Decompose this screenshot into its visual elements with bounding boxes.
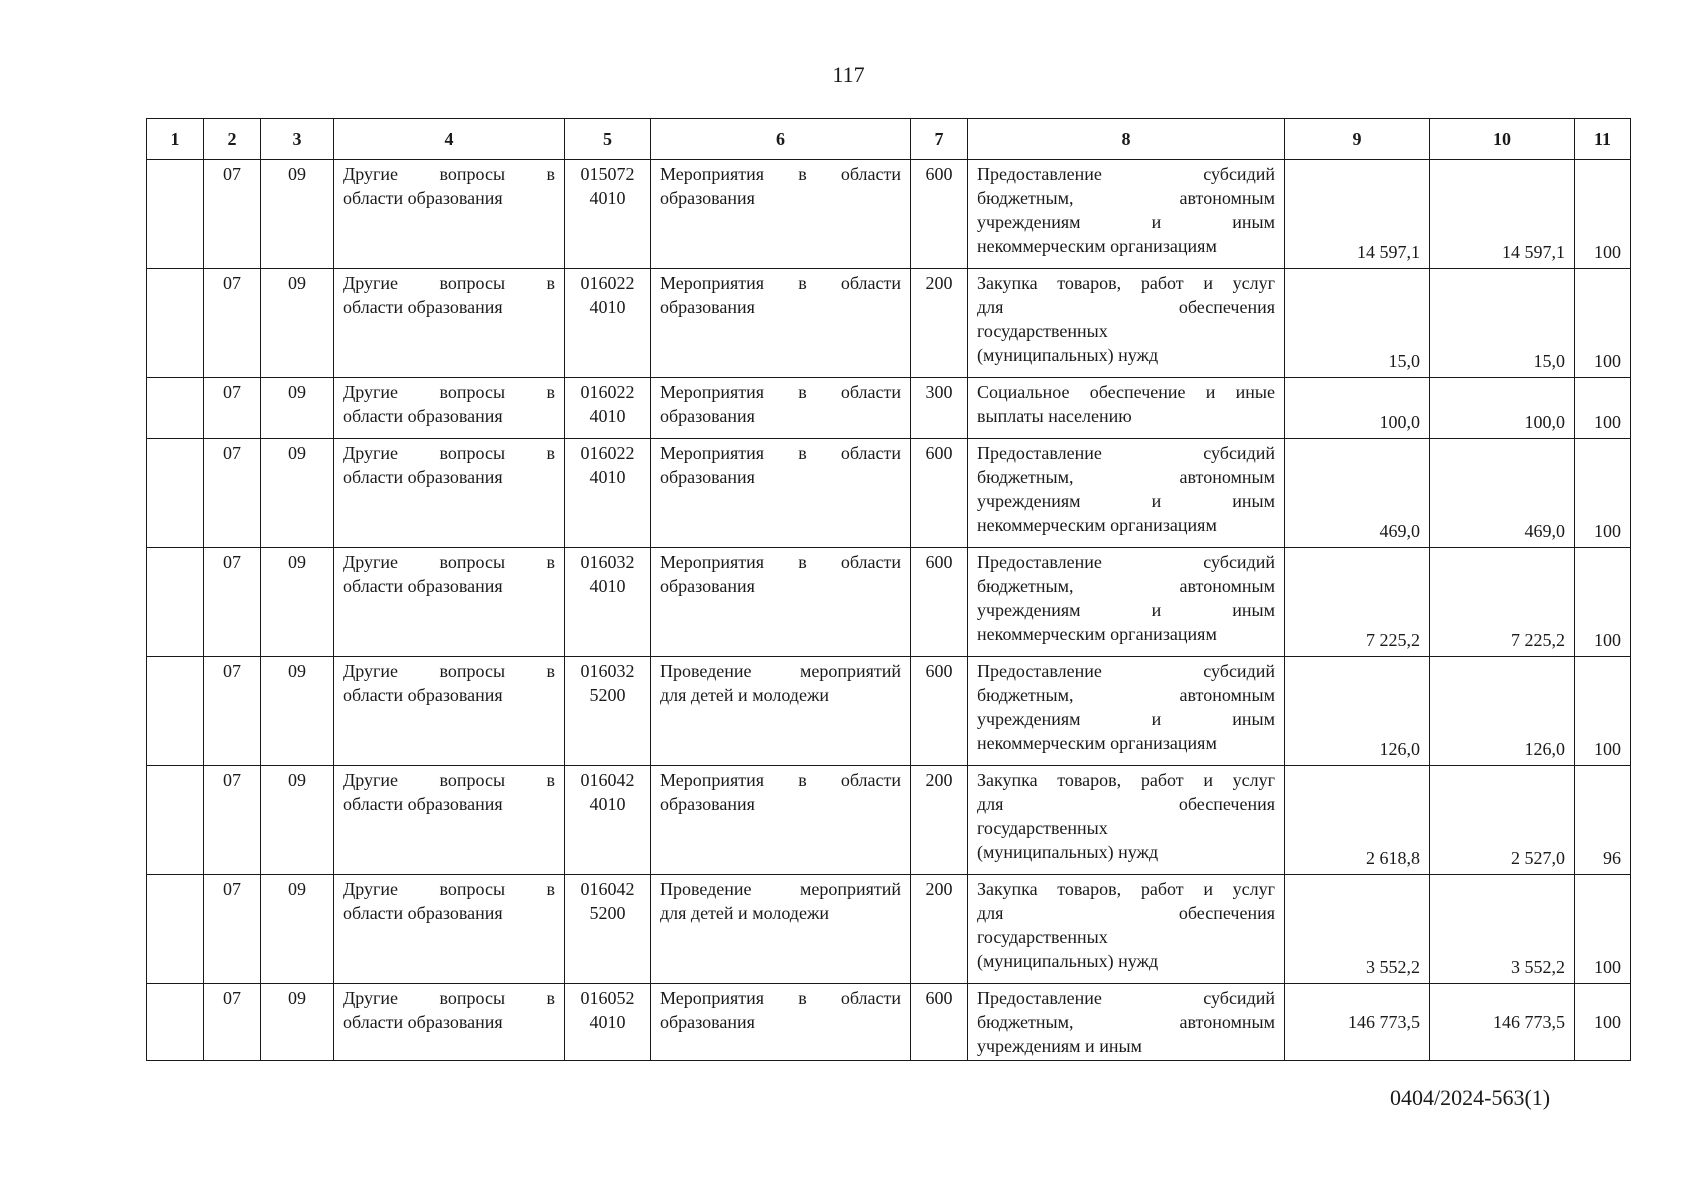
header-cell: 2: [204, 119, 261, 160]
cell-target-code-line: 016042: [580, 770, 635, 790]
cell-col1: [147, 269, 204, 378]
cell-expense-name-line: Закупка товаров, работ и услуг: [977, 879, 1275, 899]
table-row: [147, 378, 1631, 439]
header-cell: 10: [1430, 119, 1575, 160]
cell-target-name: [651, 548, 911, 657]
cell-section: 07: [204, 269, 261, 378]
header-cell: 9: [1285, 119, 1430, 160]
cell-target-name-line: Проведение мероприятий: [660, 661, 901, 681]
cell-target-code-line: 016022: [580, 382, 635, 402]
cell-expense-name: [968, 160, 1285, 269]
header-row: [147, 119, 1631, 160]
cell-target-code-line: 016032: [580, 552, 635, 572]
cell-expense-name-line: Предоставление субсидий: [977, 552, 1275, 572]
cell-target-code-line: 4010: [589, 467, 626, 487]
cell-section-name: [334, 439, 565, 548]
cell-section-name-line: Другие вопросы в: [343, 273, 555, 293]
cell-target-name-line: для детей и молодежи: [660, 903, 830, 923]
cell-target-code-line: 4010: [589, 576, 626, 596]
cell-expense-name-line: бюджетным, автономным: [977, 188, 1275, 208]
cell-target-code-line: 4010: [589, 188, 626, 208]
cell-expense-name: [968, 766, 1285, 875]
cell-section-name: [334, 548, 565, 657]
cell-planned-amount: 7 225,2: [1285, 548, 1430, 657]
table-row: [147, 766, 1631, 875]
cell-target-code-line: 015072: [580, 164, 635, 184]
cell-target-code: [565, 875, 651, 984]
cell-target-code-line: 4010: [589, 297, 626, 317]
cell-section-name-line: Другие вопросы в: [343, 164, 555, 184]
cell-section-name: [334, 378, 565, 439]
cell-actual-amount: 469,0: [1430, 439, 1575, 548]
cell-section-name-line: Другие вопросы в: [343, 552, 555, 572]
cell-section-name: [334, 766, 565, 875]
cell-expense-name-line: учреждениям и иным: [977, 709, 1275, 729]
cell-section: 07: [204, 657, 261, 766]
cell-expense-name: [968, 439, 1285, 548]
cell-target-code-line: 016052: [580, 988, 635, 1008]
cell-expense-type: 600: [911, 439, 968, 548]
cell-subsection: 09: [261, 548, 334, 657]
cell-section-name: [334, 984, 565, 1061]
cell-target-code-line: 5200: [589, 903, 626, 923]
cell-expense-name-line: выплаты населению: [977, 406, 1132, 426]
cell-expense-name: [968, 269, 1285, 378]
cell-target-code-line: 4010: [589, 406, 626, 426]
header-cell: 11: [1575, 119, 1631, 160]
cell-target-name-line: образования: [660, 1012, 755, 1032]
cell-expense-name-line: Предоставление субсидий: [977, 164, 1275, 184]
cell-target-name-line: Мероприятия в области: [660, 988, 901, 1008]
cell-expense-name-line: для обеспечения: [977, 794, 1275, 814]
cell-percent: 100: [1575, 378, 1631, 439]
cell-target-code-line: 4010: [589, 1012, 626, 1032]
cell-expense-name-line: Закупка товаров, работ и услуг: [977, 770, 1275, 790]
budget-table: [146, 118, 1631, 1061]
cell-section-name-line: области образования: [343, 794, 503, 814]
cell-expense-name-line: для обеспечения: [977, 297, 1275, 317]
cell-target-code: [565, 766, 651, 875]
cell-expense-type: 600: [911, 984, 968, 1061]
cell-section-name: [334, 269, 565, 378]
cell-target-name-line: Мероприятия в области: [660, 273, 901, 293]
cell-percent: 100: [1575, 875, 1631, 984]
cell-section-name-line: области образования: [343, 467, 503, 487]
cell-target-code-line: 5200: [589, 685, 626, 705]
table-row: [147, 984, 1631, 1061]
cell-actual-amount: 146 773,5: [1430, 984, 1575, 1061]
cell-section-name-line: области образования: [343, 903, 503, 923]
cell-target-name-line: Мероприятия в области: [660, 443, 901, 463]
cell-target-code: [565, 984, 651, 1061]
cell-section-name-line: области образования: [343, 406, 503, 426]
cell-planned-amount: 126,0: [1285, 657, 1430, 766]
cell-section-name-line: области образования: [343, 188, 503, 208]
cell-actual-amount: 126,0: [1430, 657, 1575, 766]
cell-target-code-line: 4010: [589, 794, 626, 814]
cell-section: 07: [204, 439, 261, 548]
cell-col1: [147, 548, 204, 657]
cell-actual-amount: 3 552,2: [1430, 875, 1575, 984]
cell-target-name: [651, 160, 911, 269]
cell-planned-amount: 15,0: [1285, 269, 1430, 378]
cell-section-name-line: Другие вопросы в: [343, 770, 555, 790]
cell-subsection: 09: [261, 378, 334, 439]
cell-col1: [147, 378, 204, 439]
cell-target-code: [565, 378, 651, 439]
cell-expense-name: [968, 378, 1285, 439]
cell-subsection: 09: [261, 875, 334, 984]
table-row: [147, 439, 1631, 548]
cell-target-name-line: образования: [660, 297, 755, 317]
cell-actual-amount: 7 225,2: [1430, 548, 1575, 657]
cell-col1: [147, 984, 204, 1061]
cell-target-code-line: 016032: [580, 661, 635, 681]
table-row: [147, 657, 1631, 766]
cell-section-name: [334, 875, 565, 984]
header-cell: 7: [911, 119, 968, 160]
cell-actual-amount: 2 527,0: [1430, 766, 1575, 875]
cell-expense-type: 600: [911, 160, 968, 269]
cell-target-name-line: образования: [660, 406, 755, 426]
cell-actual-amount: 15,0: [1430, 269, 1575, 378]
cell-planned-amount: 3 552,2: [1285, 875, 1430, 984]
cell-actual-amount: 14 597,1: [1430, 160, 1575, 269]
cell-section: 07: [204, 766, 261, 875]
cell-expense-type: 300: [911, 378, 968, 439]
cell-section: 07: [204, 378, 261, 439]
cell-expense-name-line: учреждениям и иным: [977, 1036, 1142, 1056]
cell-target-name: [651, 439, 911, 548]
cell-planned-amount: 100,0: [1285, 378, 1430, 439]
cell-target-name-line: Мероприятия в области: [660, 382, 901, 402]
cell-planned-amount: 146 773,5: [1285, 984, 1430, 1061]
cell-expense-name-line: Закупка товаров, работ и услуг: [977, 273, 1275, 293]
cell-target-name-line: образования: [660, 467, 755, 487]
cell-target-name: [651, 269, 911, 378]
header-cell: 5: [565, 119, 651, 160]
cell-expense-name-line: некоммерческим организациям: [977, 515, 1217, 535]
cell-expense-name-line: (муниципальных) нужд: [977, 951, 1159, 971]
cell-expense-name-line: бюджетным, автономным: [977, 576, 1275, 596]
table-row: [147, 548, 1631, 657]
cell-col1: [147, 766, 204, 875]
cell-planned-amount: 2 618,8: [1285, 766, 1430, 875]
cell-expense-name-line: государственных: [977, 818, 1108, 838]
cell-expense-type: 600: [911, 657, 968, 766]
cell-percent: 100: [1575, 439, 1631, 548]
cell-expense-name-line: Предоставление субсидий: [977, 443, 1275, 463]
cell-section-name-line: области образования: [343, 297, 503, 317]
cell-target-name: [651, 875, 911, 984]
cell-target-code: [565, 548, 651, 657]
cell-expense-name-line: (муниципальных) нужд: [977, 842, 1159, 862]
cell-target-name-line: образования: [660, 794, 755, 814]
cell-percent: 100: [1575, 548, 1631, 657]
cell-expense-name: [968, 875, 1285, 984]
cell-section-name-line: Другие вопросы в: [343, 988, 555, 1008]
cell-expense-name-line: (муниципальных) нужд: [977, 345, 1159, 365]
cell-section-name: [334, 657, 565, 766]
cell-expense-name-line: Социальное обеспечение и иные: [977, 382, 1275, 402]
cell-subsection: 09: [261, 160, 334, 269]
cell-subsection: 09: [261, 766, 334, 875]
cell-section-name-line: Другие вопросы в: [343, 879, 555, 899]
cell-expense-name-line: некоммерческим организациям: [977, 733, 1217, 753]
cell-section: 07: [204, 984, 261, 1061]
cell-percent: 100: [1575, 269, 1631, 378]
cell-target-code-line: 016042: [580, 879, 635, 899]
cell-expense-name-line: некоммерческим организациям: [977, 236, 1217, 256]
header-cell: 6: [651, 119, 911, 160]
cell-target-name: [651, 766, 911, 875]
cell-expense-name-line: бюджетным, автономным: [977, 1012, 1275, 1032]
cell-percent: 100: [1575, 984, 1631, 1061]
cell-target-name-line: Мероприятия в области: [660, 164, 901, 184]
header-cell: 3: [261, 119, 334, 160]
cell-percent: 100: [1575, 657, 1631, 766]
cell-expense-name-line: Предоставление субсидий: [977, 661, 1275, 681]
cell-percent: 96: [1575, 766, 1631, 875]
cell-expense-name-line: учреждениям и иным: [977, 212, 1275, 232]
cell-target-code: [565, 657, 651, 766]
cell-section: 07: [204, 548, 261, 657]
header-cell: 1: [147, 119, 204, 160]
cell-expense-name: [968, 984, 1285, 1061]
cell-expense-name-line: учреждениям и иным: [977, 600, 1275, 620]
cell-target-code: [565, 439, 651, 548]
cell-target-name-line: Мероприятия в области: [660, 552, 901, 572]
cell-actual-amount: 100,0: [1430, 378, 1575, 439]
cell-expense-name-line: бюджетным, автономным: [977, 467, 1275, 487]
cell-section-name-line: области образования: [343, 1012, 503, 1032]
cell-planned-amount: 469,0: [1285, 439, 1430, 548]
cell-expense-name-line: Предоставление субсидий: [977, 988, 1275, 1008]
cell-subsection: 09: [261, 657, 334, 766]
cell-expense-type: 200: [911, 269, 968, 378]
cell-target-name-line: образования: [660, 576, 755, 596]
header-cell: 4: [334, 119, 565, 160]
cell-percent: 100: [1575, 160, 1631, 269]
cell-section-name-line: области образования: [343, 576, 503, 596]
cell-target-name: [651, 378, 911, 439]
cell-subsection: 09: [261, 269, 334, 378]
cell-expense-name-line: некоммерческим организациям: [977, 624, 1217, 644]
cell-target-code: [565, 160, 651, 269]
cell-expense-name-line: для обеспечения: [977, 903, 1275, 923]
cell-expense-name: [968, 548, 1285, 657]
cell-section-name-line: Другие вопросы в: [343, 443, 555, 463]
cell-expense-type: 200: [911, 875, 968, 984]
table-body: [147, 160, 1631, 1061]
cell-target-name-line: образования: [660, 188, 755, 208]
cell-section-name-line: Другие вопросы в: [343, 661, 555, 681]
cell-subsection: 09: [261, 439, 334, 548]
cell-col1: [147, 875, 204, 984]
cell-subsection: 09: [261, 984, 334, 1061]
header-cell: 8: [968, 119, 1285, 160]
cell-expense-type: 600: [911, 548, 968, 657]
cell-target-code: [565, 269, 651, 378]
table-row: [147, 160, 1631, 269]
cell-expense-name-line: учреждениям и иным: [977, 491, 1275, 511]
cell-col1: [147, 439, 204, 548]
cell-target-name: [651, 984, 911, 1061]
cell-target-code-line: 016022: [580, 443, 635, 463]
table-row: [147, 269, 1631, 378]
table-row: [147, 875, 1631, 984]
cell-expense-name-line: государственных: [977, 321, 1108, 341]
cell-target-name-line: Мероприятия в области: [660, 770, 901, 790]
page-number: 117: [832, 62, 865, 87]
document-id: 0404/2024-563(1): [1390, 1085, 1551, 1110]
cell-expense-name-line: бюджетным, автономным: [977, 685, 1275, 705]
cell-planned-amount: 14 597,1: [1285, 160, 1430, 269]
cell-col1: [147, 657, 204, 766]
cell-section-name-line: Другие вопросы в: [343, 382, 555, 402]
cell-section-name-line: области образования: [343, 685, 503, 705]
cell-section-name: [334, 160, 565, 269]
cell-target-name-line: для детей и молодежи: [660, 685, 830, 705]
cell-expense-name: [968, 657, 1285, 766]
cell-target-name-line: Проведение мероприятий: [660, 879, 901, 899]
cell-target-code-line: 016022: [580, 273, 635, 293]
cell-section: 07: [204, 160, 261, 269]
cell-target-name: [651, 657, 911, 766]
cell-expense-name-line: государственных: [977, 927, 1108, 947]
cell-section: 07: [204, 875, 261, 984]
cell-expense-type: 200: [911, 766, 968, 875]
cell-col1: [147, 160, 204, 269]
